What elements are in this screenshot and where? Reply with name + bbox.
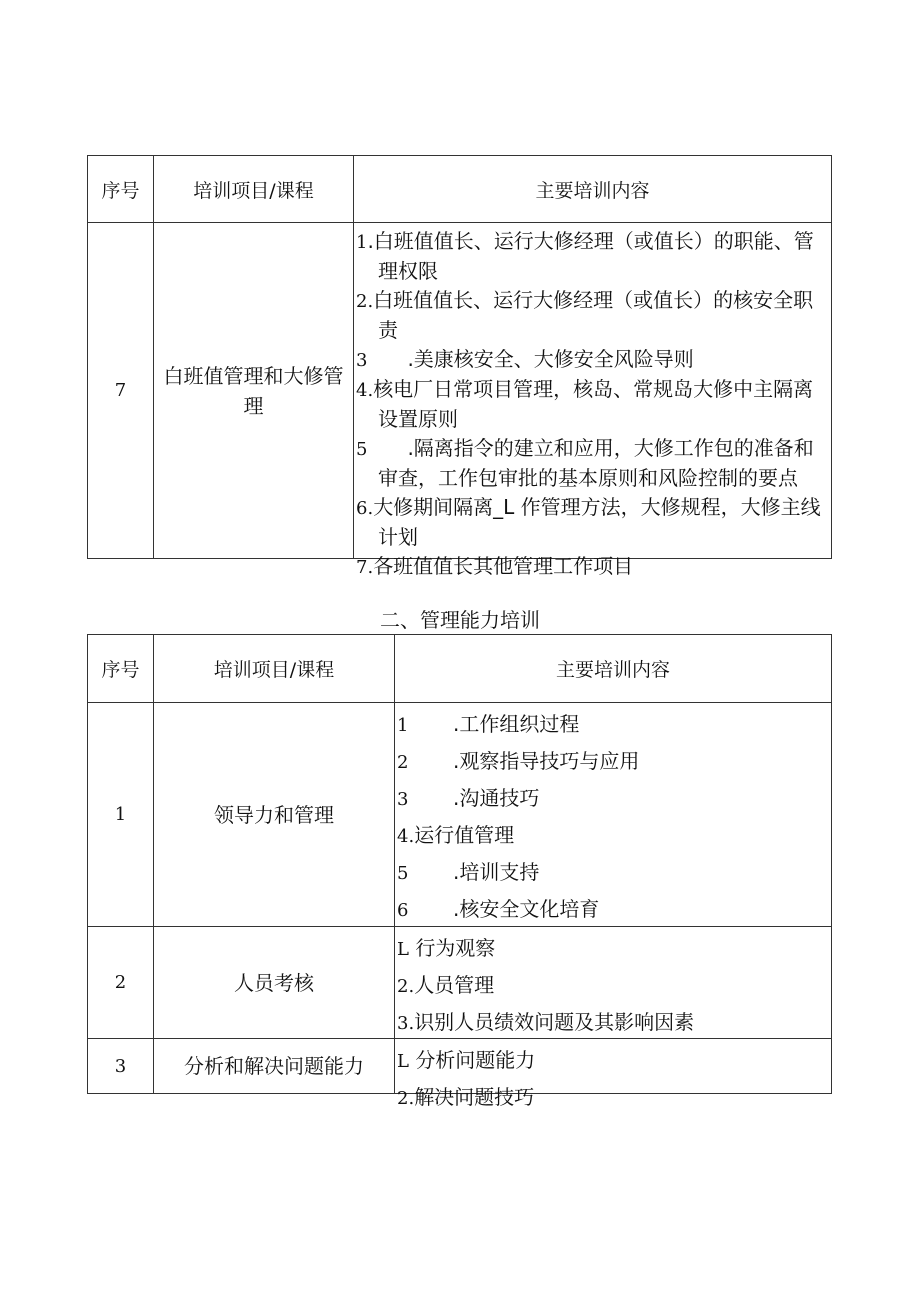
training-table-1	[87, 155, 832, 578]
row-project: 人员考核	[154, 927, 395, 1038]
list-item: L 行为观察	[397, 936, 496, 960]
table-row	[88, 703, 831, 927]
row-content	[395, 1039, 831, 1109]
header-project: 培训项目/课程	[154, 156, 354, 222]
list-item: 5 .隔离指令的建立和应用，大修工作包的准备和审查，工作包审批的基本原则和风险控制的要点	[356, 436, 814, 490]
list-item: 2.解决问题技巧	[397, 1085, 535, 1109]
row-project: 领导力和管理	[154, 703, 395, 926]
list-item: 3 .美康核安全、大修安全风险导则	[356, 347, 694, 371]
row-seq: 3	[88, 1039, 154, 1093]
list-item: 6.大修期间隔离_L 作管理方法，大修规程，大修主线计划	[356, 495, 821, 549]
row-seq: 2	[88, 927, 154, 1038]
list-item: 2.人员管理	[397, 973, 495, 997]
list-item: 3.识别人员绩效问题及其影响因素	[397, 1010, 695, 1034]
row-seq: 7	[88, 223, 154, 558]
list-item: 6 .核安全文化培育	[397, 897, 600, 921]
list-item: 5 .培训支持	[397, 860, 540, 884]
row-project: 白班值管理和大修管理	[154, 223, 354, 558]
header-content: 主要培训内容	[535, 179, 650, 202]
table-row	[88, 927, 831, 1039]
table-header-row	[88, 635, 831, 703]
header-seq: 序号	[88, 156, 154, 222]
list-item: 1 .工作组织过程	[397, 712, 580, 736]
row-content	[395, 703, 831, 926]
list-item: 4.核电厂日常项目管理，核岛、常规岛大修中主隔离设置原则	[356, 377, 814, 431]
row-project: 分析和解决问题能力	[154, 1039, 395, 1093]
row-content	[354, 223, 831, 578]
table-row	[88, 223, 831, 578]
list-item: 2 .观察指导技巧与应用	[397, 749, 640, 773]
list-item: 4.运行值管理	[397, 823, 515, 847]
header-seq: 序号	[88, 635, 154, 702]
row-content	[395, 927, 831, 1038]
table-row	[88, 1039, 831, 1109]
header-content: 主要培训内容	[555, 659, 670, 681]
list-item: 1.白班值值长、运行大修经理（或值长）的职能、管理权限	[356, 229, 814, 283]
header-project: 培训项目/课程	[154, 635, 395, 702]
list-item: 3 .沟通技巧	[397, 786, 540, 810]
section-title: 二、管理能力培训	[380, 608, 540, 632]
list-item: L 分析问题能力	[397, 1048, 536, 1072]
row-seq: 1	[88, 703, 154, 926]
training-table-2	[87, 634, 832, 1109]
list-item: 2.白班值值长、运行大修经理（或值长）的核安全职责	[356, 288, 814, 342]
table-header-row	[88, 156, 831, 223]
list-item: 7.各班值值长其他管理工作项目	[356, 554, 634, 578]
